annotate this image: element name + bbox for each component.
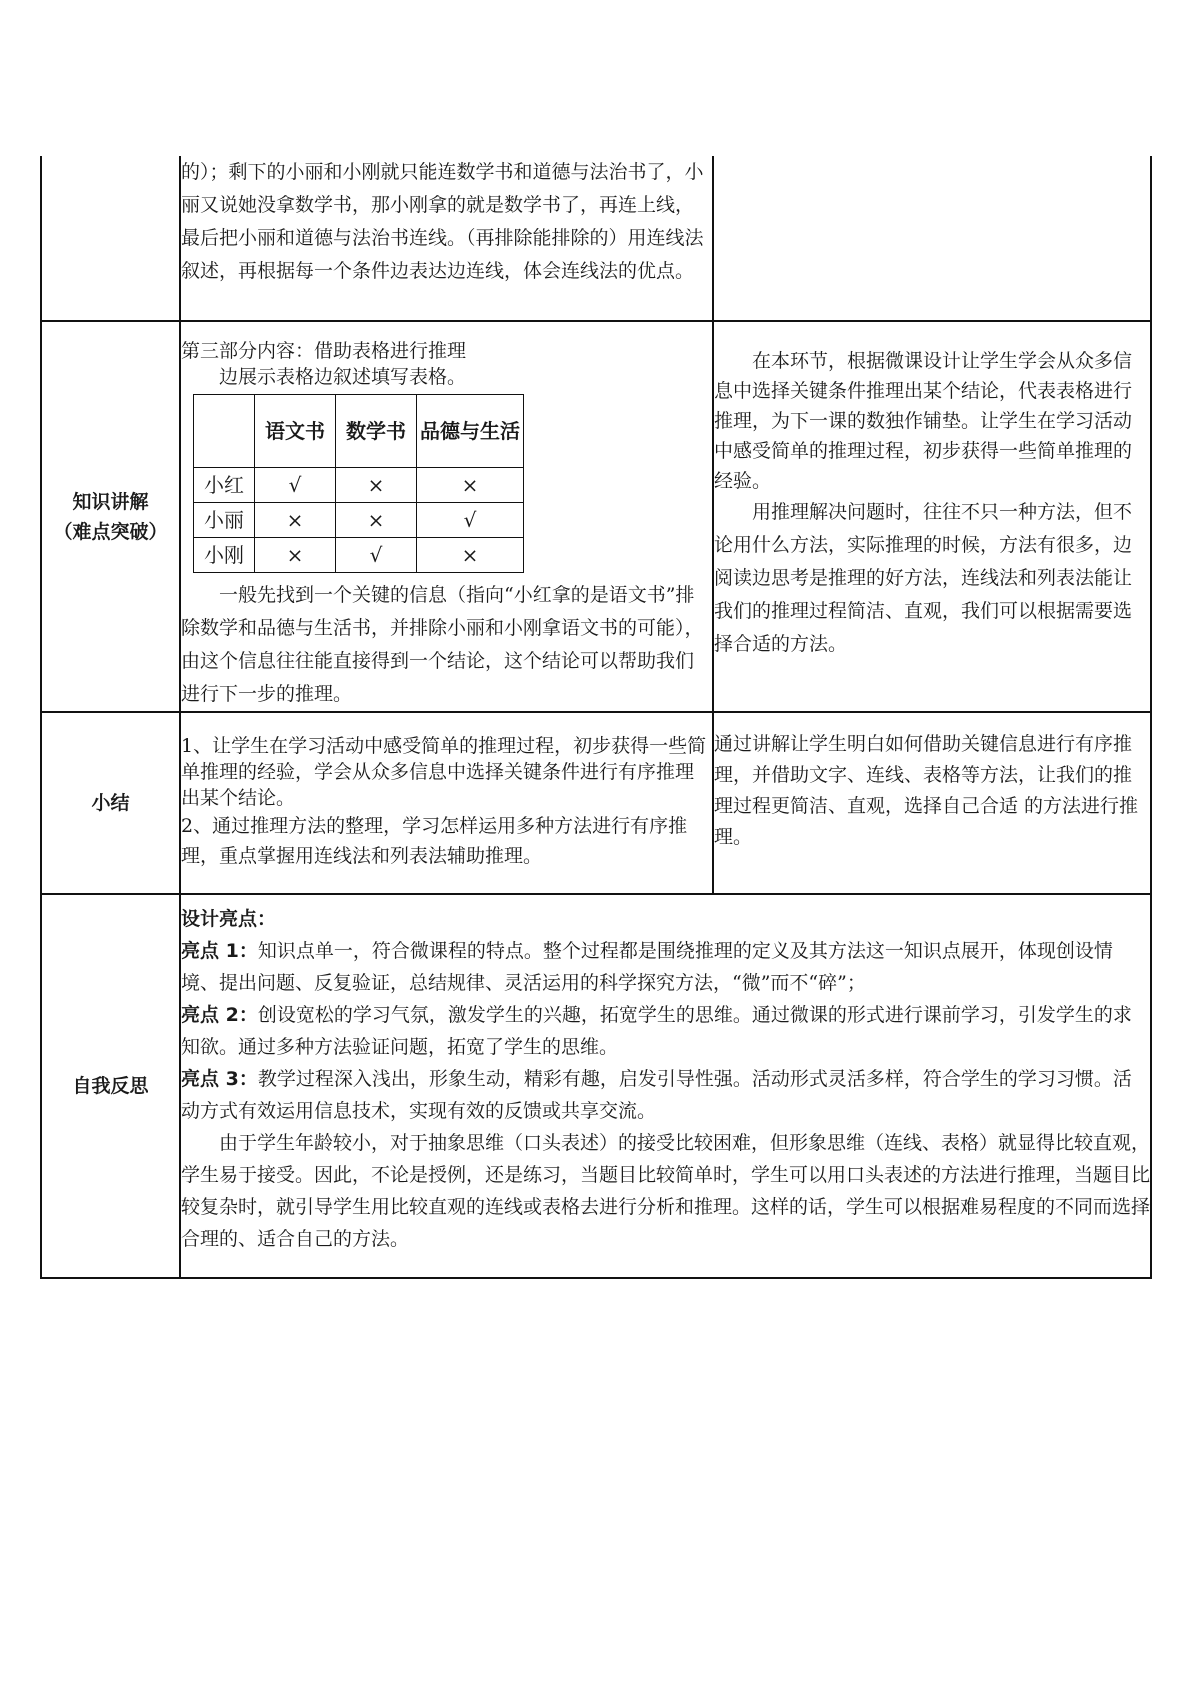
- row-label-summary: 小结: [41, 712, 180, 894]
- grid-header-math-book: 数学书: [336, 395, 417, 468]
- highlight-1-text: 知识点单一，符合微课程的特点。整个过程都是围绕推理的定义及其方法这一知识点展开，体现创设情境、提出问题、反复验证，总结规律、灵活运用的科学探究方法，“微”而不“碎”；: [181, 940, 1113, 994]
- grid-header-row: [194, 395, 524, 468]
- highlight-3-text: 教学过程深入浅出，形象生动，精彩有趣，启发引导性强。活动形式灵活多样，符合学生的学习习惯。活动方式有效运用信息技术，实现有效的反馈或共享交流。: [181, 1068, 1132, 1122]
- highlight-1-label: 亮点 1：: [181, 940, 258, 962]
- grid-row: [194, 503, 524, 538]
- label-line-2: （难点突破）: [53, 520, 168, 543]
- highlight-3-label: 亮点 3：: [181, 1068, 258, 1090]
- lesson-plan-table: [40, 156, 1152, 1279]
- section-title: 第三部分内容：借助表格进行推理: [181, 340, 467, 362]
- reflection-heading: 设计亮点：: [181, 908, 277, 930]
- grid-cell-mark: ×: [336, 468, 417, 503]
- note-paragraph-2: 用推理解决问题时，往往不只一种方法，但不论用什么方法，实际推理的时候，方法有很多，边阅读边思考是推理的好方法，连线法和列表法能让我们的推理过程简洁、直观，我们可以根据需要选择合适的方法。: [714, 501, 1133, 655]
- grid-row: [194, 468, 524, 503]
- note-paragraph-1: 在本环节，根据微课设计让学生学会从众多信息中选择关键条件推理出某个结论，代表表格进行推理，为下一课的数独作铺垫。让学生在学习活动中感受简单的推理过程，初步获得一些简单推理的经验。: [714, 350, 1133, 492]
- grid-cell-mark: ×: [417, 538, 524, 573]
- grid-cell-name: 小刚: [194, 538, 255, 573]
- reasoning-table: [193, 394, 524, 573]
- row-label-empty: [41, 156, 180, 321]
- grid-header-empty: [194, 395, 255, 468]
- table-intro: 边展示表格边叙述填写表格。: [219, 366, 467, 388]
- reflection-closing: 由于学生年龄较小，对于抽象思维（口头表述）的接受比较困难，但形象思维（连线、表格）就显得比较直观，学生易于接受。因此，不论是授例，还是练习，当题目比较简单时，学生可以用口头表述的方法进行推理，当题目比较复杂时，就引导学生用比较直观的连线或表格去进行分析和推理。这样的话，学生可以根据难易程度的不同而选择合理的、适合自己的方法。: [181, 1132, 1151, 1250]
- grid-cell-mark: ×: [255, 503, 336, 538]
- grid-cell-name: 小丽: [194, 503, 255, 538]
- continuation-content: [180, 156, 713, 321]
- grid-cell-mark: ×: [336, 503, 417, 538]
- grid-cell-mark: √: [336, 538, 417, 573]
- highlight-3: [181, 1063, 1150, 1127]
- grid-header-chinese-book: 语文书: [255, 395, 336, 468]
- grid-header-morality-book: 品德与生活: [417, 395, 524, 468]
- row-label-knowledge: [41, 321, 180, 712]
- highlight-2: [181, 999, 1150, 1063]
- summary-point-1: 1、让学生在学习活动中感受简单的推理过程，初步获得一些简单推理的经验，学会从众多信息中选择关键条件进行有序推理出某个结论。: [181, 735, 707, 809]
- reflection-content: [180, 894, 1151, 1278]
- summary-point-2: 2、通过推理方法的整理，学习怎样运用多种方法进行有序推理，重点掌握用连线法和列表法辅助推理。: [181, 815, 688, 867]
- row-label-reflection: 自我反思: [41, 894, 180, 1278]
- highlight-2-text: 创设宽松的学习气氛，激发学生的兴趣，拓宽学生的思维。通过微课的形式进行课前学习，引发学生的求知欲。通过多种方法验证问题，拓宽了学生的思维。: [181, 1004, 1132, 1058]
- summary-content: [180, 712, 713, 894]
- grid-cell-mark: ×: [417, 468, 524, 503]
- row-knowledge: [41, 321, 1151, 712]
- summary-note-text: 通过讲解让学生明白如何借助关键信息进行有序推理，并借助文字、连线、表格等方法，让我们的推理过程更简洁、直观，选择自己合适 的方法进行推理。: [714, 733, 1139, 848]
- summary-note: [713, 712, 1151, 894]
- highlight-2-label: 亮点 2：: [181, 1004, 258, 1026]
- lesson-plan-page: [40, 156, 1150, 1279]
- continuation-paragraph: 的）；剩下的小丽和小刚就只能连数学书和道德与法治书了，小丽又说她没拿数学书，那小刚拿的就是数学书了，再连上线，最后把小丽和道德与法治书连线。（再排除能排除的）用连线法叙述，再根据每一个条件边表达边连线，体会连线法的优点。: [181, 161, 704, 282]
- knowledge-note: [713, 321, 1151, 712]
- continuation-note: [713, 156, 1151, 321]
- grid-cell-mark: ×: [255, 538, 336, 573]
- row-reflection: [41, 894, 1151, 1278]
- highlight-1: [181, 935, 1150, 999]
- row-continuation: [41, 156, 1151, 321]
- grid-cell-mark: √: [255, 468, 336, 503]
- grid-cell-mark: √: [417, 503, 524, 538]
- table-explanation: 一般先找到一个关键的信息（指向“小红拿的是语文书”排除数学和品德与生活书，并排除小丽和小刚拿语文书的可能），由这个信息往往能直接得到一个结论，这个结论可以帮助我们进行下一步的推理。: [181, 584, 704, 705]
- grid-cell-name: 小红: [194, 468, 255, 503]
- knowledge-content: [180, 321, 713, 712]
- label-line-1: 知识讲解: [72, 490, 149, 513]
- grid-row: [194, 538, 524, 573]
- row-summary: [41, 712, 1151, 894]
